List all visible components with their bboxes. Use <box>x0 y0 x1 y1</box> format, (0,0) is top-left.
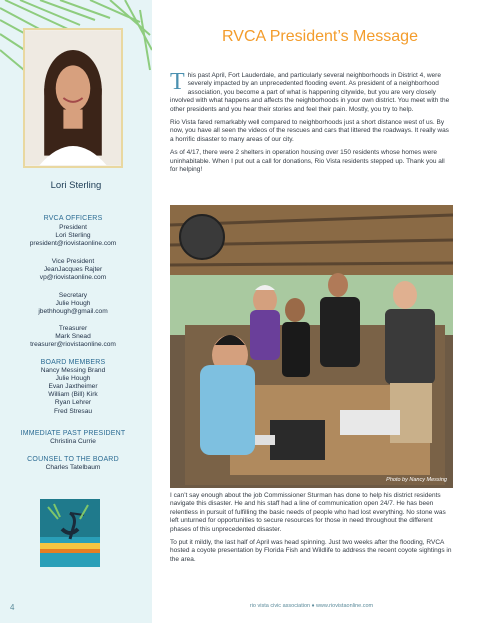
paragraph-1: This past April, Fort Lauderdale, and particularly several neighborhoods in District 4, were severely impacted by an unprecedented flooding event. As president of a neighborhood association, you become a part of what is happening citywide, but you are very closely involved with what happens and affects the neighborhoods in your own district. You meet with the other presidents and you hear their stories and feel their pain. Mostly, you try to help. <box>170 69 450 113</box>
rvca-heron-logo <box>40 499 100 567</box>
paragraph-3: As of 4/17, there were 2 shelters in operation housing over 150 residents whose homes were uninhabitable. When I put out a call for donations, Rio Vista residents stepped up. Thank you all for helping! <box>170 149 445 174</box>
sidebar <box>0 0 152 623</box>
officers-heading: RVCA OFFICERS <box>43 215 103 222</box>
page-number: 4 <box>10 603 15 612</box>
article-body <box>170 69 453 179</box>
paragraph-5: To put it mildly, the last half of April was head spinning. Just two weeks after the flooding, RVCA hosted a coyote presentation by Florida Fish and Wildlife to address the recent coyote sightings in the area. <box>170 539 452 563</box>
counsel: COUNSEL TO THE BOARD Charles Tatelbaum <box>27 456 119 472</box>
officer-vice-president: Vice President JeanJacques Rajter vp@riovistaonline.com <box>39 258 107 282</box>
board-members: BOARD MEMBERS Nancy Messing Brand Julie Hough Evan Jaxtheimer William (Bill) Kirk Ryan Lehrer Fred Stresau <box>40 359 106 415</box>
president-name-caption: Lori Sterling <box>50 180 102 191</box>
photo-credit: Photo by Nancy Messing <box>386 477 447 483</box>
article-body-continued <box>170 492 453 569</box>
photo-image <box>170 205 453 488</box>
portrait-image <box>25 30 121 166</box>
paragraph-4: I can’t say enough about the job Commissioner Sturman has done to help his district residents navigate this disaster. He and his staff had a line of communication open 24/7. He has been relentless in pursuit of fulfilling the basic needs of people who had lost everything. No stone was left unturned for opportunities to secure resources for those in need throughout the different phases of this unprecedented disaster. <box>170 492 446 533</box>
volunteers-photo <box>170 205 453 488</box>
drop-cap: T <box>170 69 185 95</box>
officer-treasurer: Treasurer Mark Snead treasurer@riovistaonline.com <box>30 325 116 349</box>
officer-secretary: Secretary Julie Hough jbethhough@gmail.com <box>38 292 108 316</box>
paragraph-2: Rio Vista fared remarkably well compared to neighborhoods just a short distance west of us. By now, you have all seen the videos of the rescues and cars that littered the roadways. It really was a horrific disaster to many areas of our city. <box>170 119 449 143</box>
past-president: IMMEDIATE PAST PRESIDENT Christina Currie <box>20 430 126 446</box>
footer-text: rio vista civic association ♦ www.riovistaonline.com <box>249 603 374 609</box>
page-title: RVCA President’s Message <box>222 28 418 45</box>
president-portrait <box>23 28 123 168</box>
officer-president: President Lori Sterling president@riovistaonline.com <box>29 224 117 248</box>
